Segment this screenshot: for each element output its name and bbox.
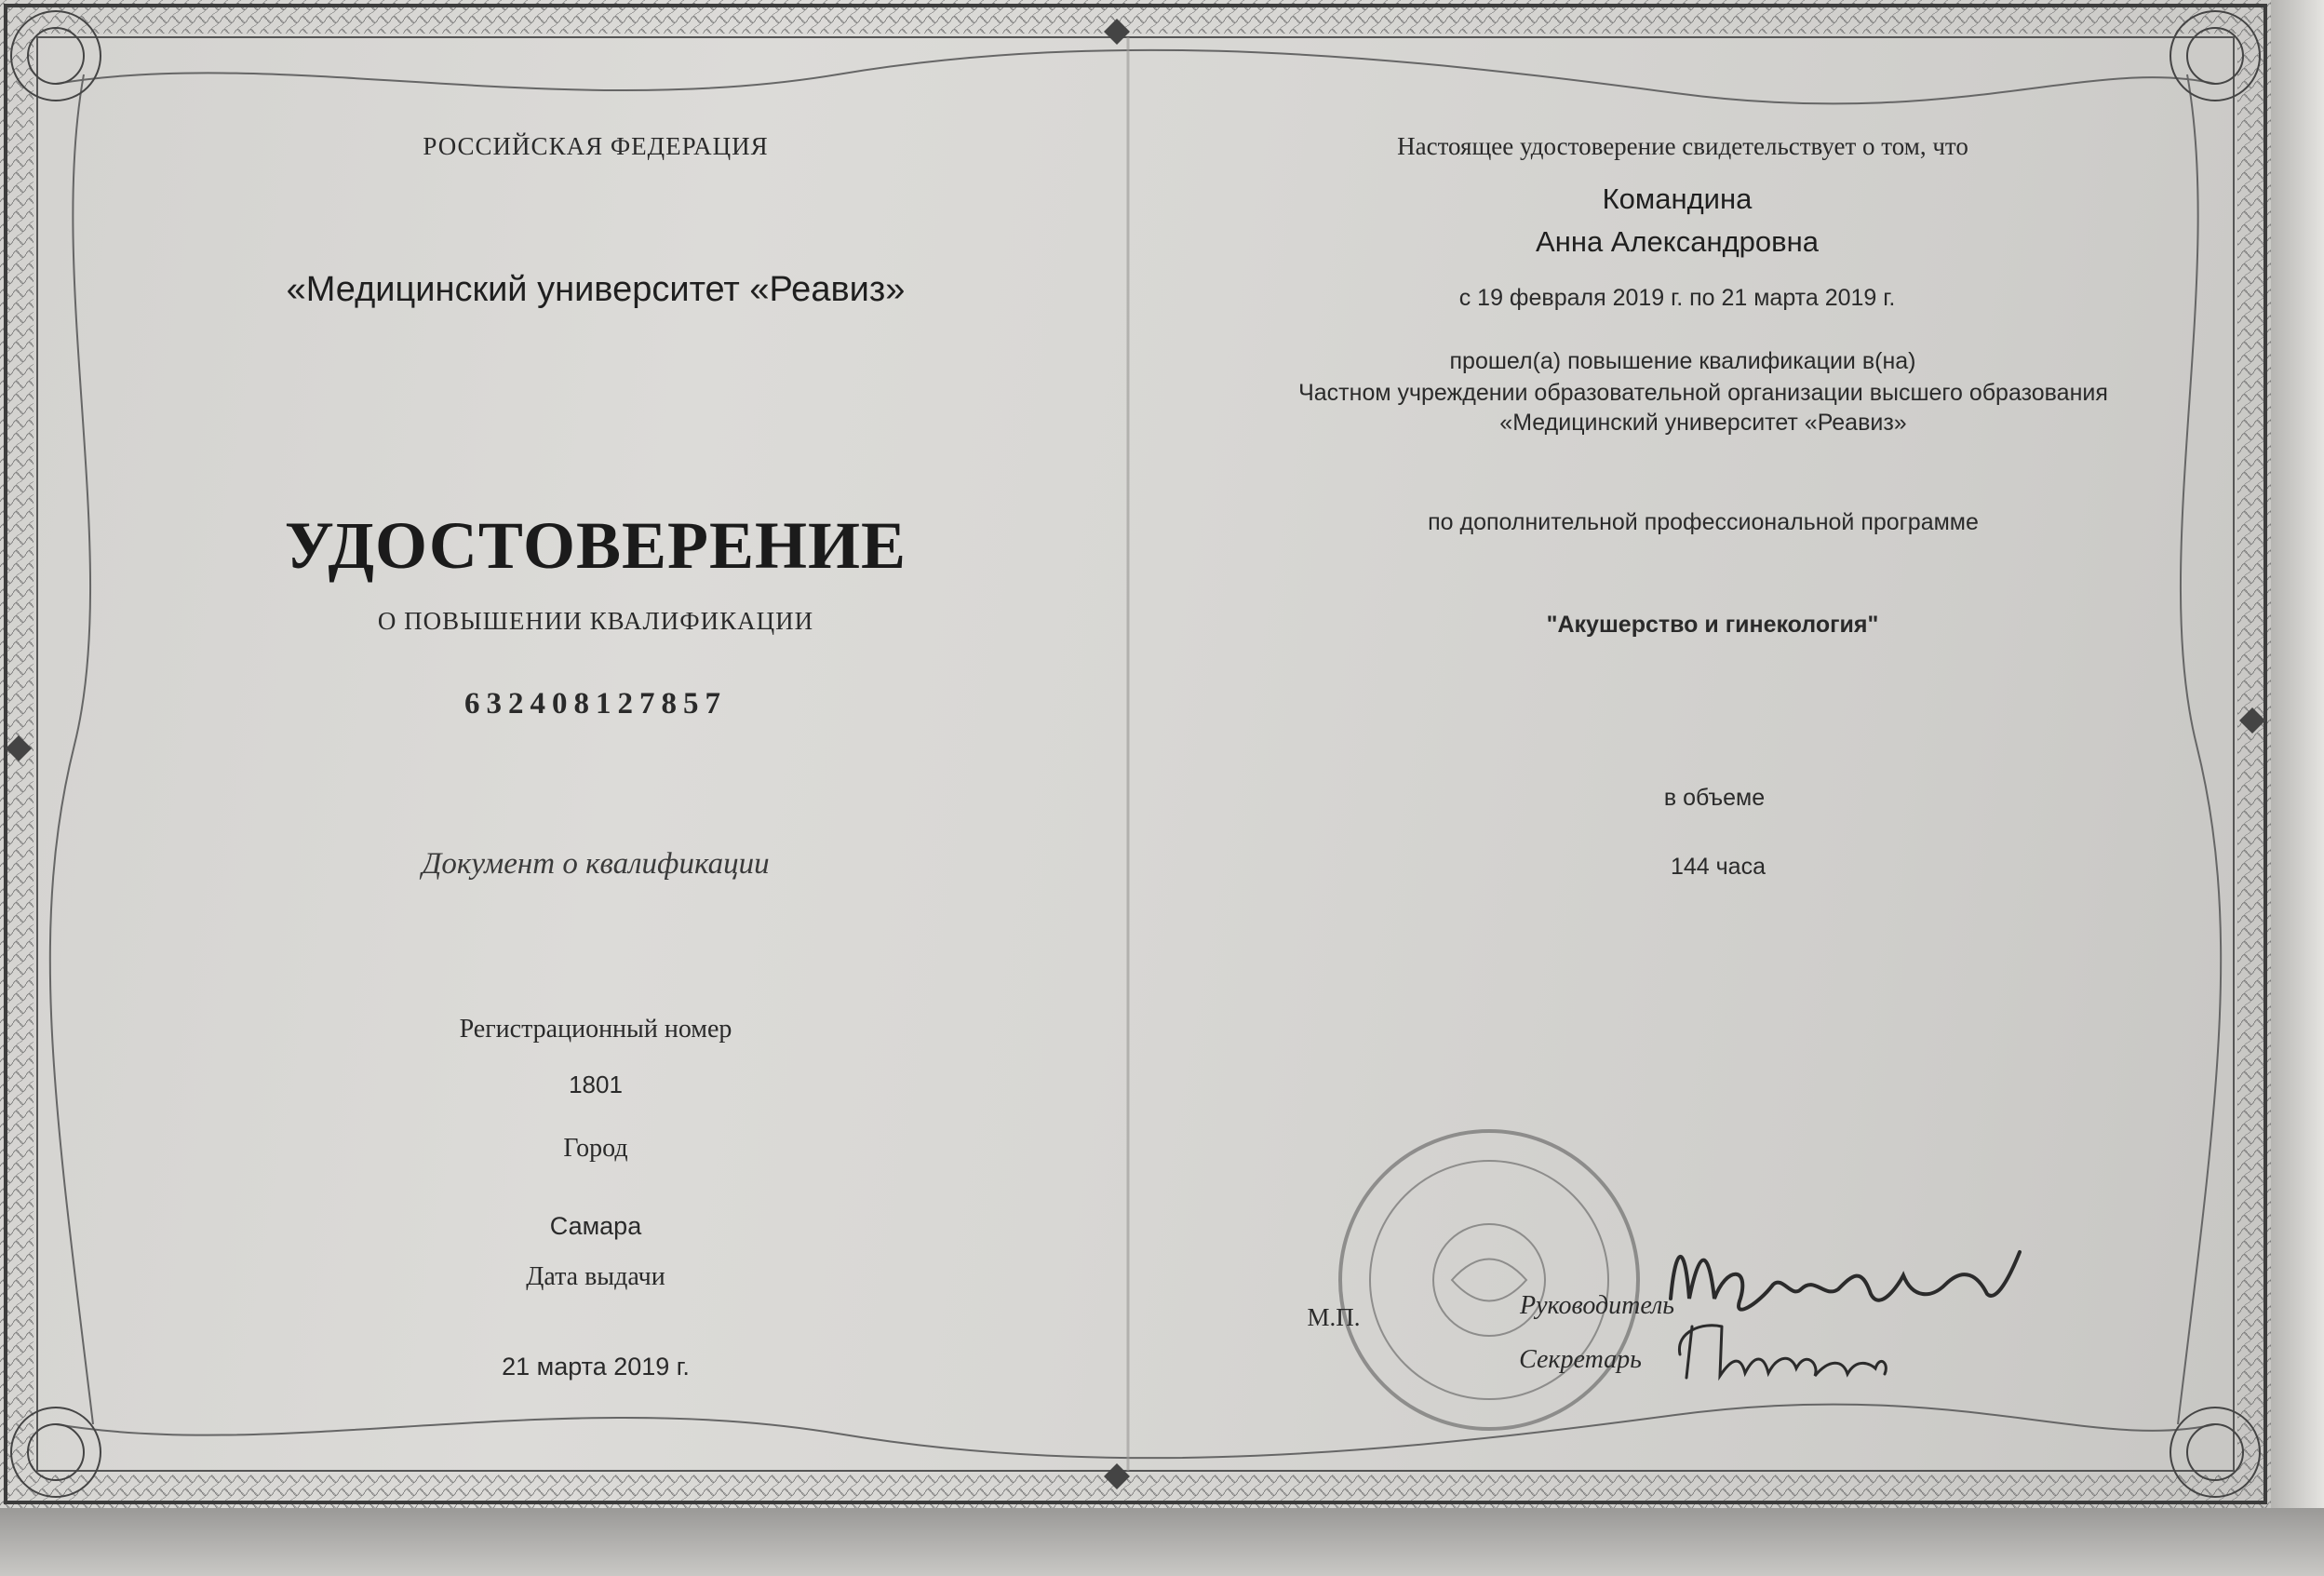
training-period: с 19 февраля 2019 г. по 21 марта 2019 г. — [1458, 285, 1896, 311]
background-edge-bottom — [0, 1508, 2324, 1576]
document-subtitle: О ПОВЫШЕНИИ КВАЛИФИКАЦИИ — [377, 607, 814, 635]
volume-label: в объеме — [1663, 785, 1766, 811]
background-edge-right — [2271, 0, 2324, 1508]
stamp-label: М.П. — [1307, 1303, 1361, 1331]
completion-text: прошел(а) повышение квалификации в(на) — [1449, 348, 1916, 374]
intro-text: Настоящее удостоверение свидетельствует о том, что — [1397, 132, 1968, 160]
head-label: Руководитель — [1519, 1291, 1675, 1320]
issue-date: 21 марта 2019 г. — [502, 1353, 690, 1381]
secretary-label: Секретарь — [1519, 1345, 1642, 1374]
registration-label: Регистрационный номер — [459, 1015, 732, 1044]
city-name: Самара — [549, 1212, 642, 1240]
institution-name: «Медицинский университет «Реавиз» — [286, 270, 906, 309]
document-type: Документ о квалификации — [422, 847, 770, 881]
recipient-given-names: Анна Александровна — [1536, 225, 1819, 258]
organization-line-1: Частном учреждении образовательной организации высшего образования — [1298, 380, 2108, 406]
program-label: по дополнительной профессиональной программе — [1428, 509, 1979, 535]
serial-number: 632408127857 — [464, 687, 727, 721]
recipient-surname: Командина — [1602, 182, 1753, 215]
document-title: УДОСТОВЕРЕНИЕ — [284, 508, 907, 583]
official-stamp — [1340, 1131, 1638, 1429]
country-name: РОССИЙСКАЯ ФЕДЕРАЦИЯ — [423, 132, 769, 160]
city-label: Город — [563, 1134, 628, 1163]
registration-number: 1801 — [569, 1071, 623, 1098]
issue-date-label: Дата выдачи — [526, 1262, 665, 1291]
program-name: "Акушерство и гинекология" — [1546, 612, 1879, 638]
organization-line-2: «Медицинский университет «Реавиз» — [1499, 410, 1907, 436]
head-signature — [1671, 1252, 2020, 1310]
secretary-signature — [1679, 1326, 1886, 1378]
volume-value: 144 часа — [1671, 854, 1766, 880]
